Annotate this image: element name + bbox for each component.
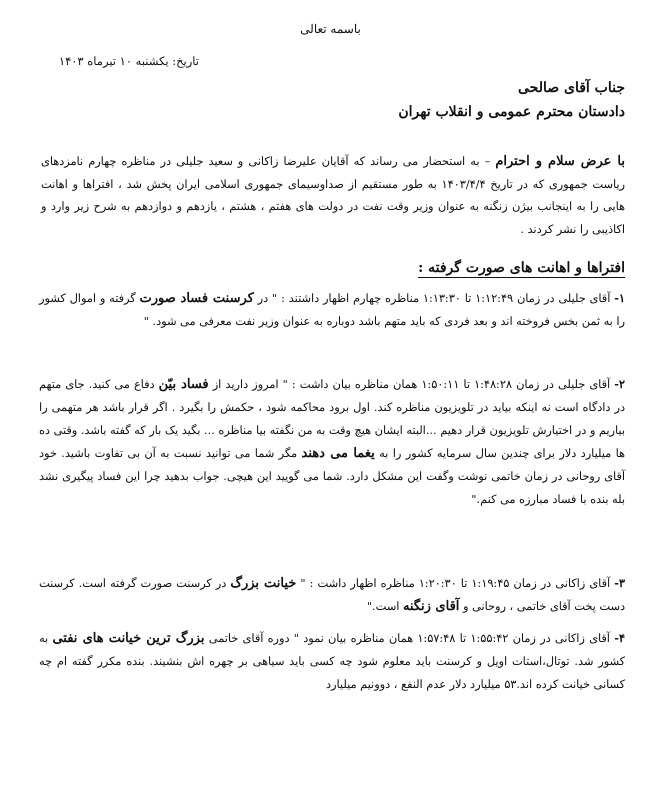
accusation-item-3 (39, 572, 625, 618)
item-number: ۴- (614, 631, 625, 645)
recipient-name: جناب آقای صالحی (517, 80, 625, 96)
item-emphasis: یغما می دهند (301, 446, 375, 461)
invocation-heading: باسمه تعالی (300, 22, 361, 36)
item-text: آقای جلیلی در زمان ۱:۱۲:۴۹ تا ۱:۱۳:۳۰ مناظره چهارم اظهار داشتند : " در (253, 292, 615, 305)
item-text: است." (366, 600, 403, 613)
section-title: افتراها و اهانت های صورت گرفته : (418, 260, 625, 276)
item-text: مگر شما می توانید نسبت به آن بی تفاوت باشید. خود آقای روحانی در زمان خاتمی نوشت وگفت این مشکل دارد. شما می گویید این هیچی. جواب بدهید چرا این فساد پیگیری نشد بله بنده با فساد مبارزه می کنم." (39, 447, 625, 506)
item-emphasis: فساد بیّن (158, 377, 209, 392)
item-text: در کرسنت صورت گرفته است. کرسنت دست پخت آقای خاتمی ، روحانی و (39, 577, 625, 613)
item-text: به کشور شد. توتال،استات اویل و کرسنت باید معلوم شود چه کسی باید سیاهی بر چهره اش بنشیند. بنده مکرر گفته ام چه کسانی خیانت کرده اند.۵۳ میلیارد دلار عدم النفع ، دوونیم میلیارد (39, 632, 625, 691)
item-emphasis: کرسنت فساد صورت (139, 291, 254, 306)
item-text: دفاع می کنید. جای متهم در دادگاه است نه اینکه بیاید در تلویزیون مناظره کند. اول برود محاکمه شود ، حکمش را بگیرد . اگر قرار باشد هر متهمی را بیاریم و در اختیارش تلویزیون قرار دهیم ...البته ایشان هیچ وقت به من نگفته بیا مناظره ... بگید یک بار که گفته باشد. وقتی ده ها میلیارد دلار برای چندین سال سرمایه کشور را به (39, 378, 625, 460)
item-text: آقای زاکانی در زمان ۱:۵۵:۴۲ تا ۱:۵۷:۴۸ همان مناظره بیان نمود " دوره آقای خاتمی (204, 632, 615, 645)
letter-date: تاریخ: یکشنبه ۱۰ تیرماه ۱۴۰۳ (58, 54, 199, 68)
item-text: آقای زاکانی در زمان ۱:۱۹:۴۵ تا ۱:۲۰:۳۰ مناظره اظهار داشت : " (296, 577, 615, 590)
recipient-title: دادستان محترم عمومی و انقلاب تهران (398, 104, 625, 120)
item-number: ۳- (614, 576, 625, 590)
accusation-item-2 (39, 373, 625, 511)
item-text: آقای جلیلی در زمان ۱:۴۸:۲۸ تا ۱:۵۰:۱۱ همان مناظره بیان داشت : " امروز دارید از (208, 378, 615, 391)
intro-paragraph (41, 151, 625, 241)
greeting: با عرض سلام و احترام (495, 154, 626, 169)
accusation-item-1 (39, 287, 625, 333)
item-emphasis: آقای زنگنه (402, 599, 460, 614)
item-emphasis: خیانت بزرگ (230, 576, 297, 591)
item-number: ۲- (614, 377, 625, 391)
item-number: ۱- (614, 291, 625, 305)
intro-text: – به استحضار می رساند که آقایان علیرضا زاکانی و سعید جلیلی در مناظره چهارم نامزدهای ریاست جمهوری که در تاریخ ۱۴۰۳/۴/۴ به طور مستقیم از صداوسیمای جمهوری اسلامی ایران پخش شد ، افتراها و اهانت هایی را به اینجانب بیژن زنگنه به عنوان وزیر وقت نفت در دولت های هفتم ، هشتم ، یازدهم و دوازدهم به شرح زیر وارد و اکاذیبی را نشر کردند . (41, 155, 625, 236)
item-text: گرفته و اموال کشور را به ثمن بخس فروخته اند و بعد فردی که باید متهم باشد دوباره به عنوان وزیر نفت معرفی می شود. " (39, 292, 625, 328)
accusation-item-4 (39, 627, 625, 696)
item-emphasis: بزرگ ترین خیانت های نفتی (52, 631, 205, 646)
